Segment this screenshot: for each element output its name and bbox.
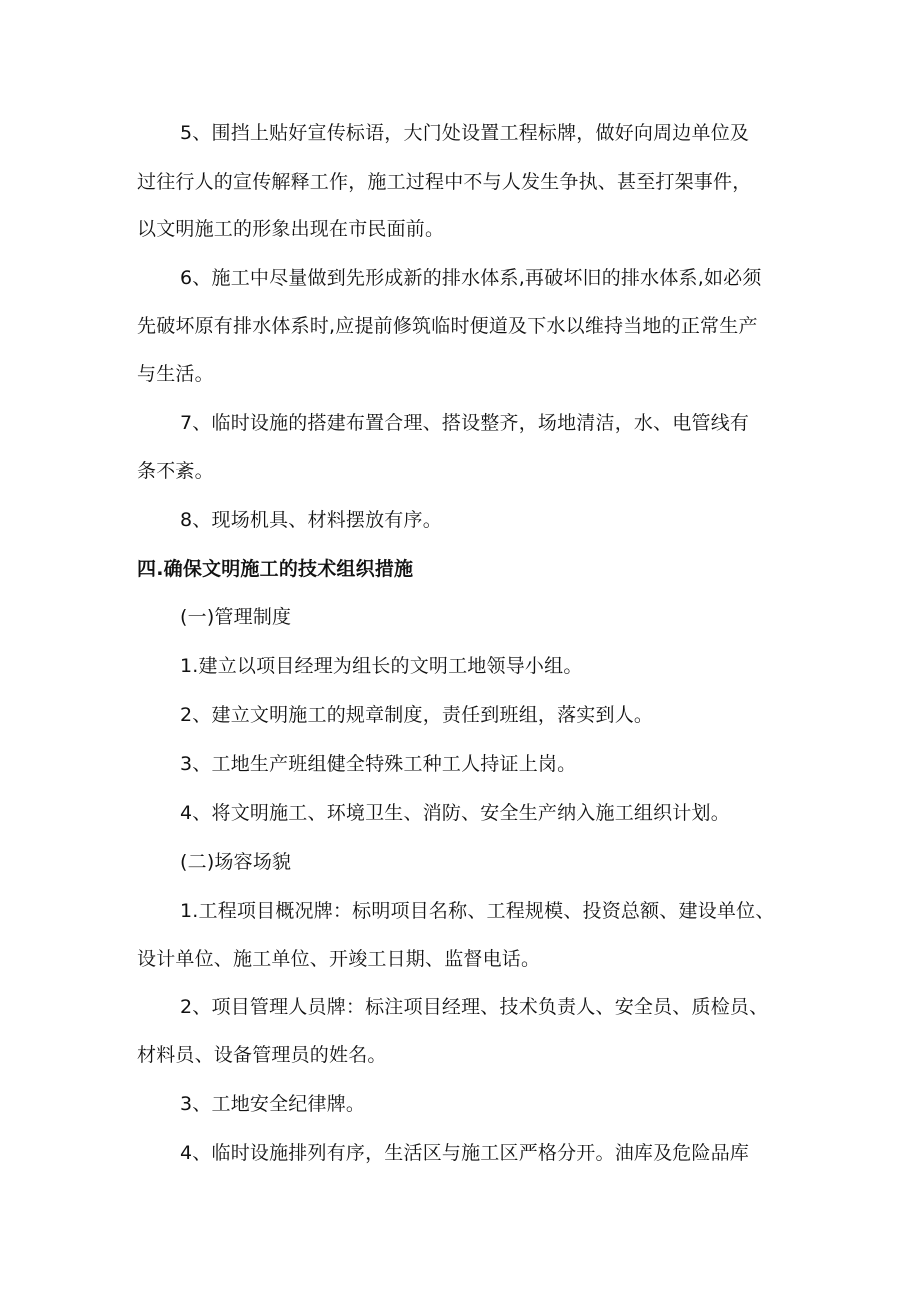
paragraph-8: 8、现场机具、材料摆放有序。 (180, 509, 442, 531)
site-item-2-line-2: 材料员、设备管理员的姓名。 (137, 1044, 387, 1066)
paragraph-6-line-2: 先破坏原有排水体系时,应提前修筑临时便道及下水以维持当地的正常生产 (137, 315, 758, 337)
site-item-1-line-2: 设计单位、施工单位、开竣工日期、监督电话。 (137, 948, 541, 970)
subsection-heading-1: (一)管理制度 (180, 606, 292, 628)
section-heading-4: 四.确保文明施工的技术组织措施 (137, 558, 414, 580)
management-item-4: 4、将文明施工、环境卫生、消防、安全生产纳入施工组织计划。 (180, 802, 730, 824)
site-item-1-line-1: 1.工程项目概况牌：标明项目名称、工程规模、投资总额、建设单位、 (180, 900, 775, 922)
management-item-3: 3、工地生产班组健全特殊工种工人持证上岗。 (180, 753, 577, 775)
paragraph-7-line-1: 7、临时设施的搭建布置合理、搭设整齐，场地清洁，水、电管线有 (180, 412, 750, 434)
paragraph-6-line-3: 与生活。 (137, 363, 214, 385)
management-item-1: 1.建立以项目经理为组长的文明工地领导小组。 (180, 655, 583, 677)
site-item-3: 3、工地安全纪律牌。 (180, 1093, 366, 1115)
paragraph-5-line-2: 过往行人的宣传解释工作，施工过程中不与人发生争执、甚至打架事件， (137, 171, 752, 193)
paragraph-5-line-3: 以文明施工的形象出现在市民面前。 (137, 218, 445, 240)
paragraph-5-line-1: 5、围挡上贴好宣传标语，大门处设置工程标牌，做好向周边单位及 (180, 122, 750, 144)
paragraph-7-line-2: 条不紊。 (137, 460, 214, 482)
management-item-2: 2、建立文明施工的规章制度，责任到班组，落实到人。 (180, 704, 654, 726)
paragraph-6-line-1: 6、施工中尽量做到先形成新的排水体系,再破坏旧的排水体系,如必须 (180, 267, 762, 289)
site-item-2-line-1: 2、项目管理人员牌：标注项目经理、技术负责人、安全员、质检员、 (180, 996, 769, 1018)
site-item-4-line-1: 4、临时设施排列有序，生活区与施工区严格分开。油库及危险品库 (180, 1142, 750, 1164)
subsection-heading-2: (二)场容场貌 (180, 851, 292, 873)
